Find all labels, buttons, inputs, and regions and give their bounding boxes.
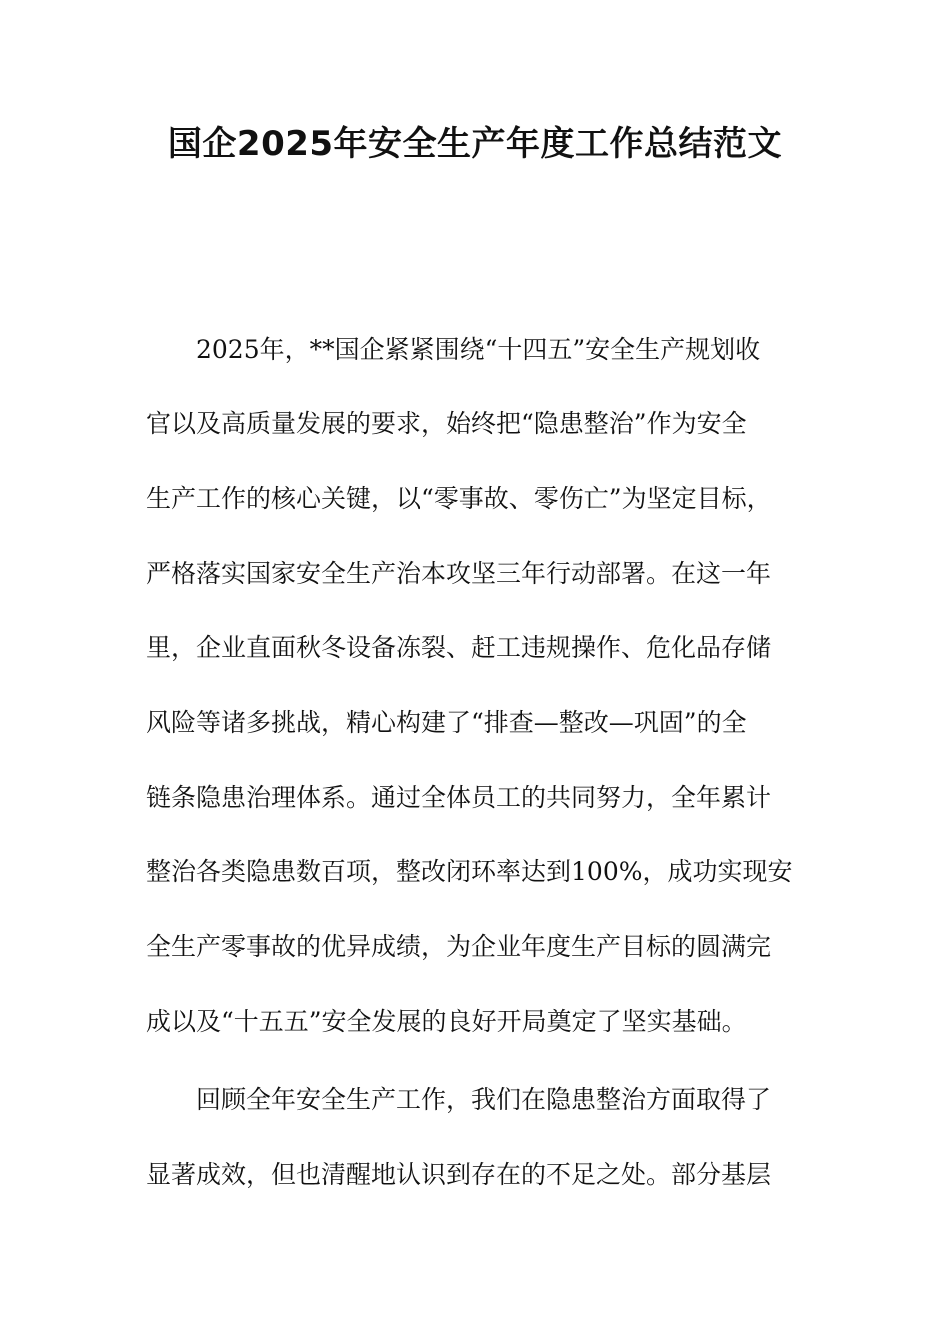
paragraph-1-line-8: 整治各类隐患数百项，整改闭环率达到100%，成功实现安 bbox=[146, 857, 793, 886]
paragraph-2-line-1: 回顾全年安全生产工作，我们在隐患整治方面取得了 bbox=[196, 1085, 772, 1114]
paragraph-2-line-2: 显著成效，但也清醒地认识到存在的不足之处。部分基层 bbox=[146, 1160, 772, 1189]
paragraph-1-line-10: 成以及“十五五”安全发展的良好开局奠定了坚实基础。 bbox=[146, 1007, 747, 1036]
paragraph-1-line-9: 全生产零事故的优异成绩，为企业年度生产目标的圆满完 bbox=[146, 932, 772, 961]
paragraph-1-line-5: 里，企业直面秋冬设备冻裂、赶工违规操作、危化品存储 bbox=[146, 633, 772, 662]
paragraph-1-line-6: 风险等诸多挑战，精心构建了“排查—整改—巩固”的全 bbox=[146, 708, 747, 737]
paragraph-1-line-7: 链条隐患治理体系。通过全体员工的共同努力，全年累计 bbox=[146, 783, 772, 812]
paragraph-1-line-1: 2025年，**国企紧紧围绕“十四五”安全生产规划收 bbox=[196, 335, 761, 364]
paragraph-1-line-3: 生产工作的核心关键，以“零事故、零伤亡”为坚定目标， bbox=[146, 484, 772, 513]
document-title: 国企2025年安全生产年度工作总结范文 bbox=[167, 124, 783, 164]
paragraph-1-line-4: 严格落实国家安全生产治本攻坚三年行动部署。在这一年 bbox=[146, 559, 772, 588]
paragraph-1-line-2: 官以及高质量发展的要求，始终把“隐患整治”作为安全 bbox=[146, 409, 747, 438]
